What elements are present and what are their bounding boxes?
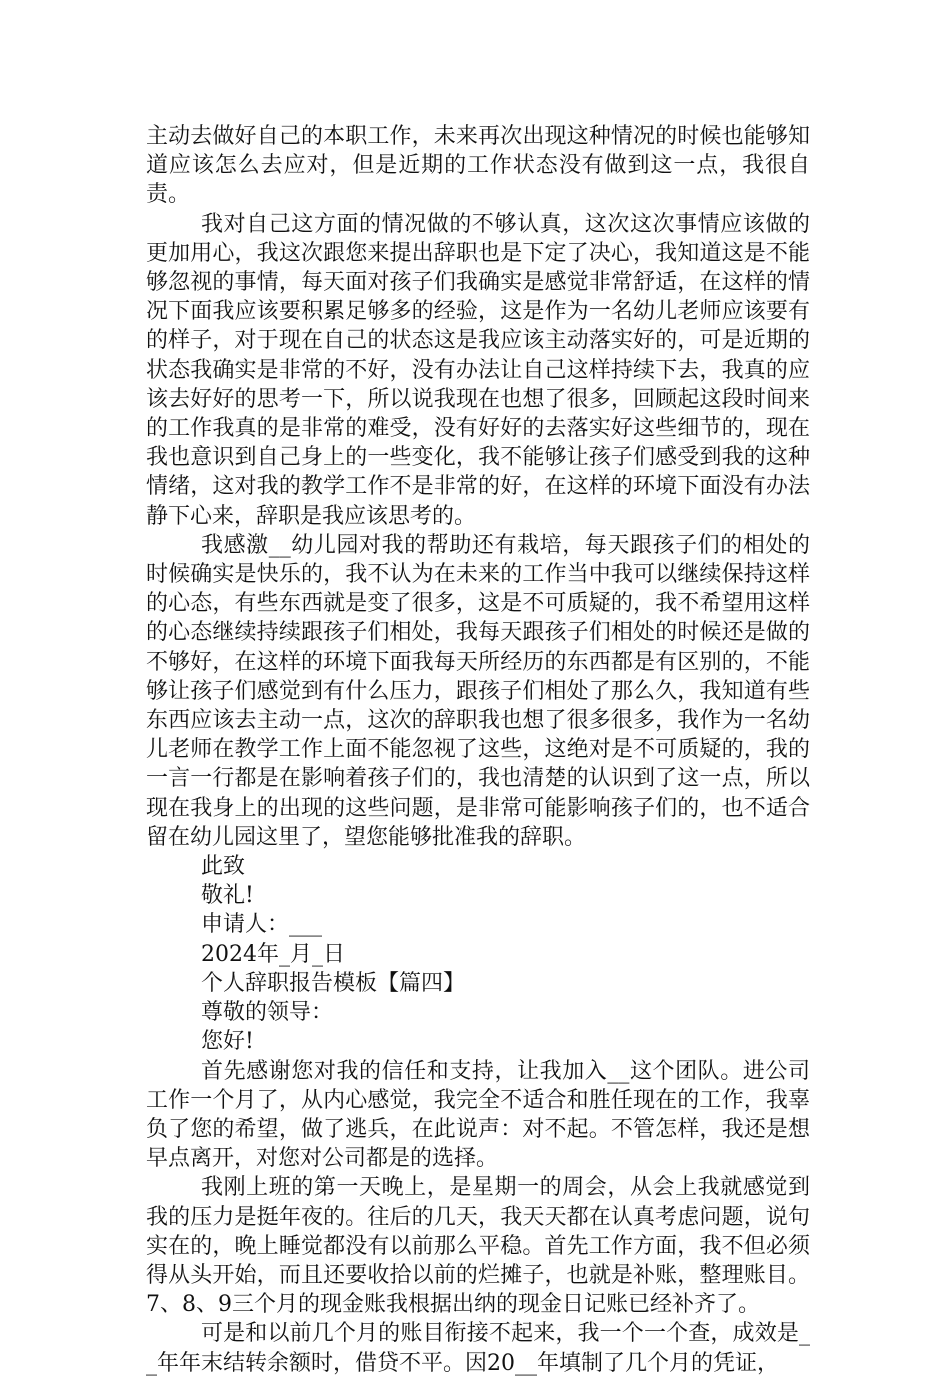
applicant-line: 申请人：___ [201, 912, 323, 938]
paragraph: 我感激__幼儿园对我的帮助还有栽培，每天跟孩子们的相处的时候确实是快乐的，我不认为在未来的工作当中我可以继续保持这样的心态，有些东西就是变了很多，这是不可质疑的，我不希望用这样的心态继续持续跟孩子们相处，我每天跟孩子们相处的时候还是做的不够好，在这样的环境下面我每天所经历的东西都是有区别的，不能够让孩子们感觉到有什么压力，跟孩子们相处了那么久，我知道有些东西应该去主动一点，这次的辞职我也想了很多很多，我作为一名幼儿老师在教学工作上面不能忽视了这些，这绝对是不可质疑的，我的一言一行都是在影响着孩子们的，我也清楚的认识到了这一点，所以现在我身上的出现的这些问题，是非常可能影响孩子们的，也不适合留在幼儿园这里了，望您能够批准我的辞职。 [146, 532, 810, 850]
document-body [146, 122, 810, 1378]
closing-salutation: 此致 [201, 854, 246, 880]
closing-regards: 敬礼! [201, 883, 254, 909]
paragraph-truncated: 可是和以前几个月的账目衔接不起来，我一个一个查，成效是__年年末结转余额时，借贷不平。因20__年填制了几个月的凭证， [146, 1321, 810, 1376]
greeting-hello: 您好! [201, 1029, 254, 1055]
greeting-to: 尊敬的领导： [201, 1000, 334, 1026]
paragraph: 首先感谢您对我的信任和支持，让我加入__这个团队。进公司工作一个月了，从内心感觉，我完全不适合和胜任现在的工作，我辜负了您的希望，做了逃兵，在此说声：对不起。不管怎样，我还是想早点离开，对您对公司都是的选择。 [146, 1058, 810, 1172]
date-line: 2024年_月_日 [201, 941, 345, 967]
paragraph: 我刚上班的第一天晚上，是星期一的周会，从会上我就感觉到我的压力是挺年夜的。往后的几天，我天天都在认真考虑问题，说句实在的，晚上睡觉都没有以前那么平稳。首先工作方面，我不但必须得从头开始，而且还要收拾以前的烂摊子，也就是补账，整理账目。7、8、9三个月的现金账我根据出纳的现金日记账已经补齐了。 [146, 1175, 810, 1318]
paragraph: 我对自己这方面的情况做的不够认真，这次这次事情应该做的更加用心，我这次跟您来提出辞职也是下定了决心，我知道这是不能够忽视的事情，每天面对孩子们我确实是感觉非常舒适，在这样的情况下面我应该要积累足够多的经验，这是作为一名幼儿老师应该要有的样子，对于现在自己的状态这是我应该主动落实好的，可是近期的状态我确实是非常的不好，没有办法让自己这样持续下去，我真的应该去好好的思考一下，所以说我现在也想了很多，回顾起这段时间来的工作我真的是非常的难受，没有好好的去落实好这些细节的，现在我也意识到自己身上的一些变化，我不能够让孩子们感受到我的这种情绪，这对我的教学工作不是非常的好，在这样的环境下面没有办法静下心来，辞职是我应该思考的。 [146, 211, 810, 529]
paragraph-continued: 主动去做好自己的本职工作，未来再次出现这种情况的时候也能够知道应该怎么去应对，但是近期的工作状态没有做到这一点，我很自责。 [146, 124, 810, 208]
section-title: 个人辞职报告模板【篇四】 [201, 970, 466, 996]
